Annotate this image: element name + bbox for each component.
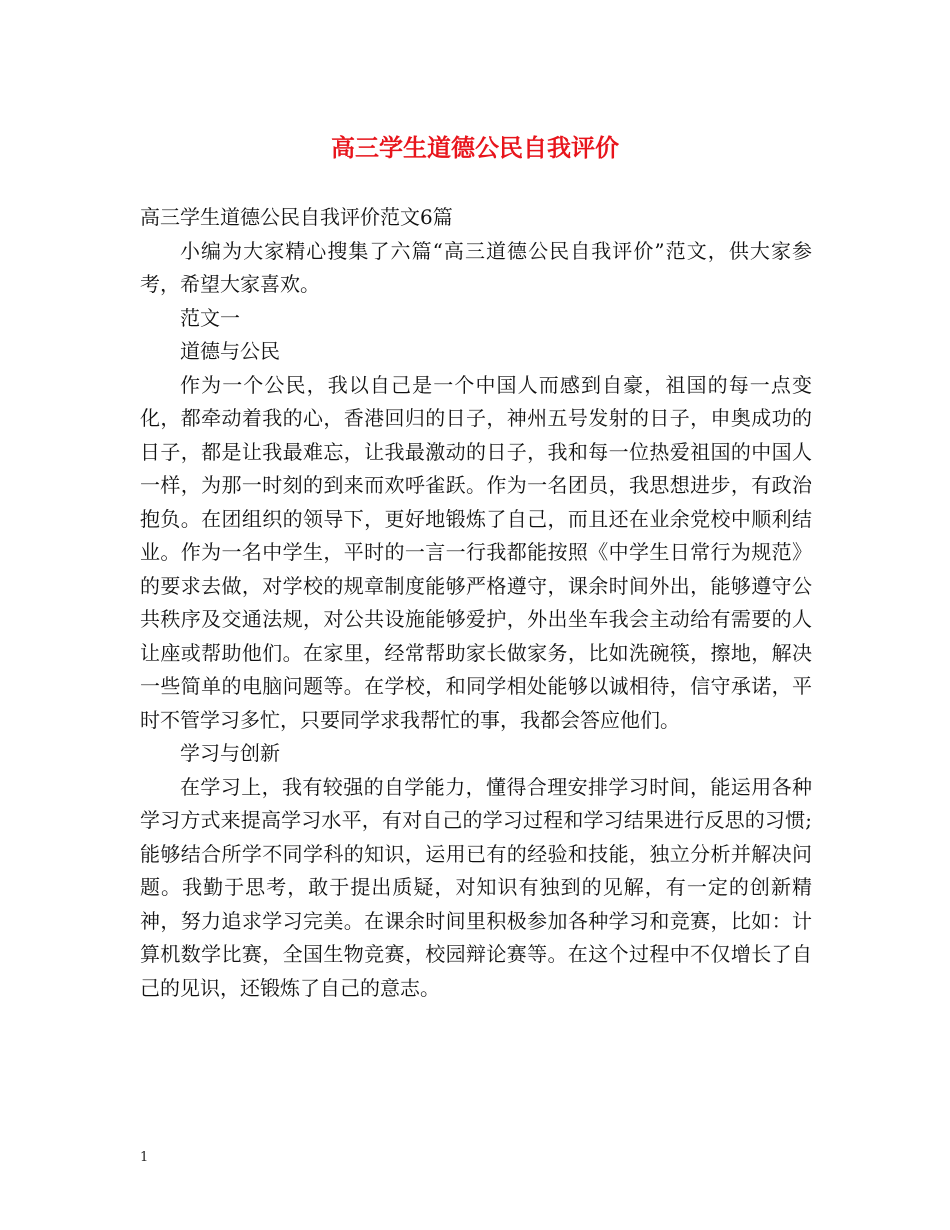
paragraph-morality-body: 作为一个公民，我以自己是一个中国人而感到自豪，祖国的每一点变化，都牵动着我的心，香港回归的日子，神州五号发射的日子，申奥成功的日子，都是让我最难忘，让我最激动的日子，我和每一位热爱祖国的中国人一样，为那一时刻的到来而欢呼雀跃。作为一名团员，我思想进步，有政治抱负。在团组织的领导下，更好地锻炼了自己，而且还在业余党校中顺利结业。作为一名中学生，平时的一言一行我都能按照《中学生日常行为规范》的要求去做，对学校的规章制度能够严格遵守，课余时间外出，能够遵守公共秩序及交通法规，对公共设施能够爱护，外出坐车我会主动给有需要的人让座或帮助他们。在家里，经常帮助家长做家务，比如洗碗筷，擦地，解决一些简单的电脑问题等。在学校，和同学相处能够以诚相待，信守承诺，平时不管学习多忙，只要同学求我帮忙的事，我都会答应他们。	[140, 372, 812, 732]
paragraph-heading-learning: 学习与创新	[180, 741, 280, 765]
paragraph-learning-body: 在学习上，我有较强的自学能力，懂得合理安排学习时间，能运用各种学习方式来提高学习水平，有对自己的学习过程和学习结果进行反思的习惯;能够结合所学不同学科的知识，运用已有的经验和技能，独立分析并解决问题。我勤于思考，敢于提出质疑，对知识有独到的见解，有一定的创新精神，努力追求学习完美。在课余时间里积极参加各种学习和竞赛，比如：计算机数学比赛，全国生物竞赛，校园辩论赛等。在这个过程中不仅增长了自己的见识，还锻炼了自己的意志。	[140, 774, 812, 1000]
paragraph-intro: 小编为大家精心搜集了六篇“高三道德公民自我评价”范文，供大家参考，希望大家喜欢。	[140, 238, 812, 296]
paragraph-heading-sample-one: 范文一	[180, 305, 240, 330]
document-title: 高三学生道德公民自我评价	[331, 134, 619, 162]
paragraph-heading-morality: 道德与公民	[180, 339, 280, 363]
paragraph-subtitle: 高三学生道德公民自我评价范文6篇	[140, 205, 453, 229]
document-body	[140, 201, 812, 1005]
page-number: 1	[140, 1150, 149, 1165]
